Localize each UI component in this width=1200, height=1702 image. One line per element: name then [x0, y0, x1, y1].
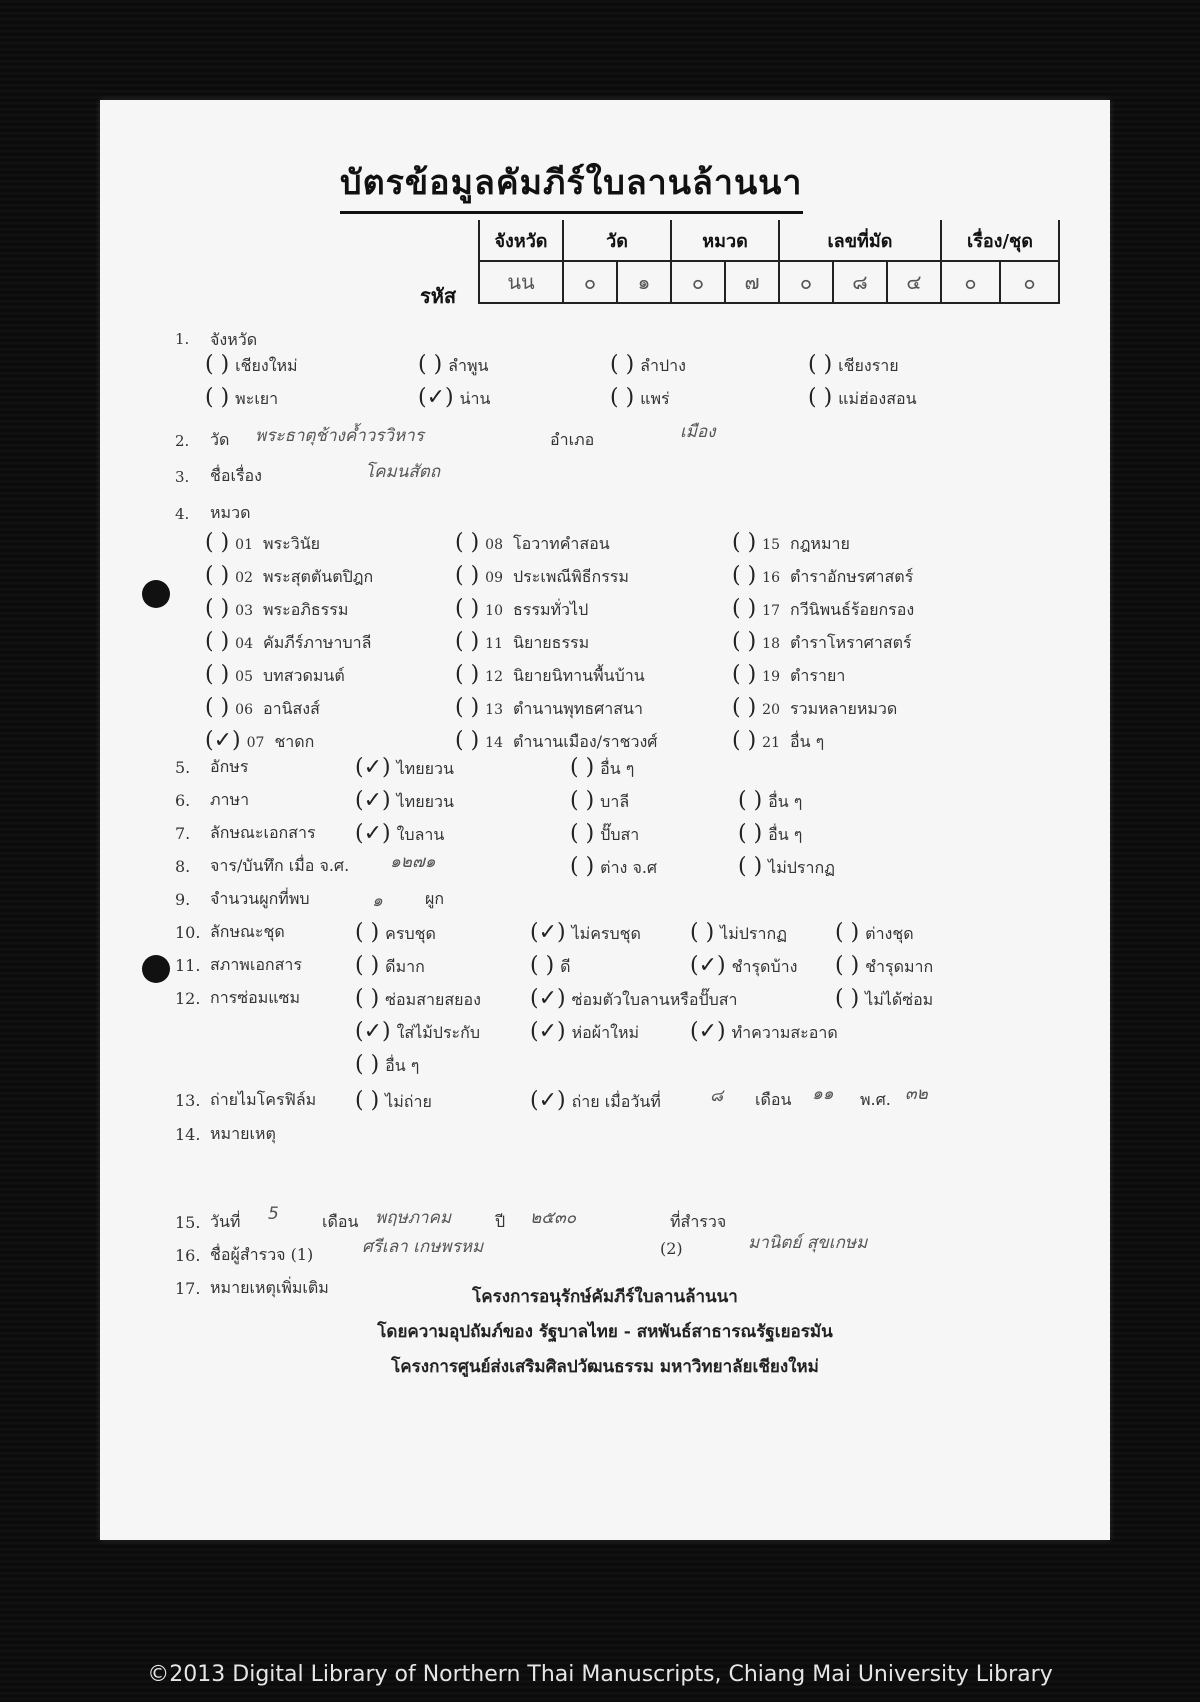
record-card: [100, 100, 1110, 1540]
option-checkbox[interactable]: ( ) ชำรุดมาก: [835, 953, 934, 978]
option-checkbox-checked[interactable]: (✓) ไม่ครบชุด: [530, 920, 641, 945]
option-checkbox-checked[interactable]: (✓) น่าน: [418, 385, 491, 410]
field-number: 14.: [175, 1125, 201, 1144]
code-cell: ๐: [671, 261, 725, 303]
option-checkbox[interactable]: ( ) เชียงใหม่: [205, 352, 298, 377]
field-label: (2): [660, 1239, 683, 1258]
category-option[interactable]: ( ) 15 กฎหมาย: [732, 530, 850, 555]
field-number: 4.: [175, 505, 190, 523]
punch-hole-icon: [142, 955, 170, 983]
option-checkbox[interactable]: ( ) อื่น ๆ: [738, 788, 803, 813]
option-checkbox-checked[interactable]: (✓) ใส่ไม้ประกับ: [355, 1019, 480, 1044]
code-cell: ๐: [941, 261, 1000, 303]
temple-value: พระธาตุช้างค้ำวรวิหาร: [255, 426, 424, 446]
option-checkbox[interactable]: ( ) อื่น ๆ: [570, 755, 635, 780]
footer-line: โดยความอุปถัมภ์ของ รัฐบาลไทย - สหพันธ์สาธารณรัฐเยอรมัน: [377, 1322, 833, 1342]
category-option[interactable]: ( ) 02 พระสุตตันตปิฎก: [205, 563, 374, 588]
category-option[interactable]: ( ) 09 ประเพณีพิธีกรรม: [455, 563, 629, 588]
code-header: จังหวัด: [479, 220, 563, 261]
code-cell: ๔: [887, 261, 941, 303]
category-option[interactable]: ( ) 12 นิยายนิทานพื้นบ้าน: [455, 662, 645, 687]
field-label: ชื่อผู้สำรวจ (1): [210, 1245, 314, 1264]
code-header: หมวด: [671, 220, 779, 261]
code-cell: ๗: [725, 261, 779, 303]
option-checkbox[interactable]: ( ) ครบชุด: [355, 920, 436, 945]
code-header: เลขที่มัด: [779, 220, 941, 261]
option-checkbox[interactable]: ( ) ต่างชุด: [835, 920, 914, 945]
option-checkbox[interactable]: ( ) พะเยา: [205, 385, 279, 410]
field-label: อำเภอ: [550, 430, 595, 449]
field-label: จำนวนผูกที่พบ: [210, 889, 310, 908]
photo-day: ๘: [710, 1086, 724, 1106]
option-checkbox-checked[interactable]: (✓) ไทยยวน: [355, 755, 454, 780]
option-checkbox-checked[interactable]: (✓) ห่อผ้าใหม่: [530, 1019, 640, 1044]
photo-year: ๓๒: [905, 1084, 928, 1104]
field-label: พ.ศ.: [860, 1090, 891, 1109]
option-checkbox[interactable]: ( ) ต่าง จ.ศ: [570, 854, 658, 879]
title-value: โคมนสัตถ: [365, 462, 441, 482]
surveyor-2: มานิตย์ สุขเกษม: [748, 1233, 868, 1253]
field-label: วันที่: [210, 1212, 241, 1231]
category-option-checked[interactable]: (✓) 07 ชาดก: [205, 728, 315, 753]
field-label: หมายเหตุเพิ่มเติม: [210, 1278, 329, 1297]
category-option[interactable]: ( ) 05 บทสวดมนต์: [205, 662, 345, 687]
option-checkbox[interactable]: ( ) บาลี: [570, 788, 630, 813]
card-title: บัตรข้อมูลคัมภีร์ใบลานล้านนา: [340, 155, 803, 214]
field-number: 13.: [175, 1091, 201, 1110]
code-header: เรื่อง/ชุด: [941, 220, 1059, 261]
code-cell: นน: [479, 261, 563, 303]
option-checkbox[interactable]: ( ) เชียงราย: [808, 352, 899, 377]
option-checkbox-checked[interactable]: (✓) ถ่าย เมื่อวันที่: [530, 1088, 661, 1113]
category-option[interactable]: ( ) 08 โอวาทคำสอน: [455, 530, 610, 555]
field-number: 11.: [175, 956, 201, 975]
copyright-text: ©2013 Digital Library of Northern Thai Manuscripts, Chiang Mai University Library: [147, 1662, 1053, 1687]
year-value: ๑๒๗๑: [390, 852, 436, 872]
option-checkbox[interactable]: ( ) ไม่ได้ซ่อม: [835, 986, 934, 1011]
category-option[interactable]: ( ) 16 ตำราอักษรศาสตร์: [732, 563, 914, 588]
field-number: 15.: [175, 1213, 201, 1232]
category-option[interactable]: ( ) 01 พระวินัย: [205, 530, 321, 555]
category-option[interactable]: ( ) 06 อานิสงส์: [205, 695, 320, 720]
survey-day: 5: [268, 1204, 279, 1224]
category-option[interactable]: ( ) 20 รวมหลายหมวด: [732, 695, 898, 720]
field-number: 10.: [175, 923, 201, 942]
field-number: 7.: [175, 824, 191, 843]
field-label: เดือน: [755, 1090, 792, 1109]
option-checkbox-checked[interactable]: (✓) ทำความสะอาด: [690, 1019, 838, 1044]
option-checkbox[interactable]: ( ) ดีมาก: [355, 953, 425, 978]
field-label: การซ่อมแซม: [210, 988, 300, 1007]
option-checkbox[interactable]: ( ) ปั๊บสา: [570, 821, 640, 846]
code-label: รหัส: [420, 284, 457, 308]
category-option[interactable]: ( ) 19 ตำรายา: [732, 662, 846, 687]
option-checkbox[interactable]: ( ) ไม่ถ่าย: [355, 1088, 432, 1113]
category-option[interactable]: ( ) 11 นิยายธรรม: [455, 629, 590, 654]
code-header: วัด: [563, 220, 671, 261]
option-checkbox-checked[interactable]: (✓) ซ่อมตัวใบลานหรือปั๊บสา: [530, 986, 738, 1011]
footer-line: โครงการศูนย์ส่งเสริมศิลปวัฒนธรรม มหาวิทยาลัยเชียงใหม่: [391, 1357, 819, 1377]
field-number: 12.: [175, 989, 201, 1008]
punch-hole-icon: [142, 580, 170, 608]
survey-year: ๒๕๓๐: [530, 1208, 577, 1228]
option-checkbox[interactable]: ( ) ไม่ปรากฏ: [738, 854, 835, 879]
category-option[interactable]: ( ) 14 ตำนานเมือง/ราชวงศ์: [455, 728, 658, 753]
field-label: จาร/บันทึก เมื่อ จ.ศ.: [210, 856, 350, 875]
field-label: ลักษณะเอกสาร: [210, 823, 316, 842]
surveyor-1: ศรีเลา เกษพรหม: [362, 1237, 484, 1257]
code-cell: ๑: [617, 261, 671, 303]
field-number: 16.: [175, 1246, 201, 1265]
option-checkbox[interactable]: ( ) แม่ฮ่องสอน: [808, 385, 917, 410]
field-label: ลักษณะชุด: [210, 922, 285, 941]
code-cell: ๐: [1000, 261, 1059, 303]
field-number: 5.: [175, 758, 191, 777]
option-checkbox-checked[interactable]: (✓) ใบลาน: [355, 821, 445, 846]
field-label: เดือน: [322, 1212, 359, 1231]
code-cell: ๘: [833, 261, 887, 303]
survey-month: พฤษภาคม: [375, 1208, 452, 1228]
category-option[interactable]: ( ) 04 คัมภีร์ภาษาบาลี: [205, 629, 372, 654]
field-number: 8.: [175, 857, 191, 876]
category-option[interactable]: ( ) 10 ธรรมทั่วไป: [455, 596, 589, 621]
option-checkbox[interactable]: ( ) อื่น ๆ: [355, 1052, 420, 1077]
code-cell: ๐: [563, 261, 617, 303]
code-grid: [478, 220, 1060, 304]
option-checkbox[interactable]: ( ) อื่น ๆ: [738, 821, 803, 846]
field-number: 6.: [175, 791, 191, 810]
field-label: ผูก: [425, 889, 445, 908]
bundle-count: ๑: [372, 891, 383, 911]
field-label: อักษร: [210, 757, 249, 776]
category-option[interactable]: ( ) 17 กวีนิพนธ์ร้อยกรอง: [732, 596, 915, 621]
footer-line: โครงการอนุรักษ์คัมภีร์ใบลานล้านนา: [472, 1287, 738, 1307]
field-label: ที่สำรวจ: [670, 1212, 727, 1231]
amphoe-value: เมือง: [680, 422, 716, 442]
category-option[interactable]: ( ) 13 ตำนานพุทธศาสนา: [455, 695, 643, 720]
field-label: ถ่ายไมโครฟิล์ม: [210, 1090, 317, 1109]
field-label: จังหวัด: [210, 330, 258, 349]
field-label: หมวด: [210, 503, 251, 522]
option-checkbox[interactable]: ( ) ไม่ปรากฏ: [690, 920, 787, 945]
option-checkbox[interactable]: ( ) ลำพูน: [418, 352, 489, 377]
option-checkbox[interactable]: ( ) ลำปาง: [610, 352, 686, 377]
category-option[interactable]: ( ) 21 อื่น ๆ: [732, 728, 825, 753]
field-number: 3.: [175, 468, 190, 486]
field-label: ปี: [495, 1212, 506, 1231]
option-checkbox-checked[interactable]: (✓) ชำรุดบ้าง: [690, 953, 798, 978]
field-number: 1.: [175, 330, 190, 348]
photo-month: ๑๑: [812, 1084, 834, 1104]
field-label: วัด: [210, 430, 230, 449]
category-option[interactable]: ( ) 03 พระอภิธรรม: [205, 596, 349, 621]
field-number: 9.: [175, 890, 191, 909]
field-number: 17.: [175, 1279, 201, 1298]
field-label: สภาพเอกสาร: [210, 955, 302, 974]
option-checkbox[interactable]: ( ) แพร่: [610, 385, 670, 410]
field-number: 2.: [175, 432, 190, 450]
option-checkbox[interactable]: ( ) ซ่อมสายสยอง: [355, 986, 481, 1011]
option-checkbox-checked[interactable]: (✓) ไทยยวน: [355, 788, 454, 813]
field-label: หมายเหตุ: [210, 1124, 276, 1143]
field-label: ภาษา: [210, 790, 250, 809]
option-checkbox[interactable]: ( ) ดี: [530, 953, 571, 978]
category-option[interactable]: ( ) 18 ตำราโหราศาสตร์: [732, 629, 912, 654]
code-cell: ๐: [779, 261, 833, 303]
field-label: ชื่อเรื่อง: [210, 466, 262, 485]
